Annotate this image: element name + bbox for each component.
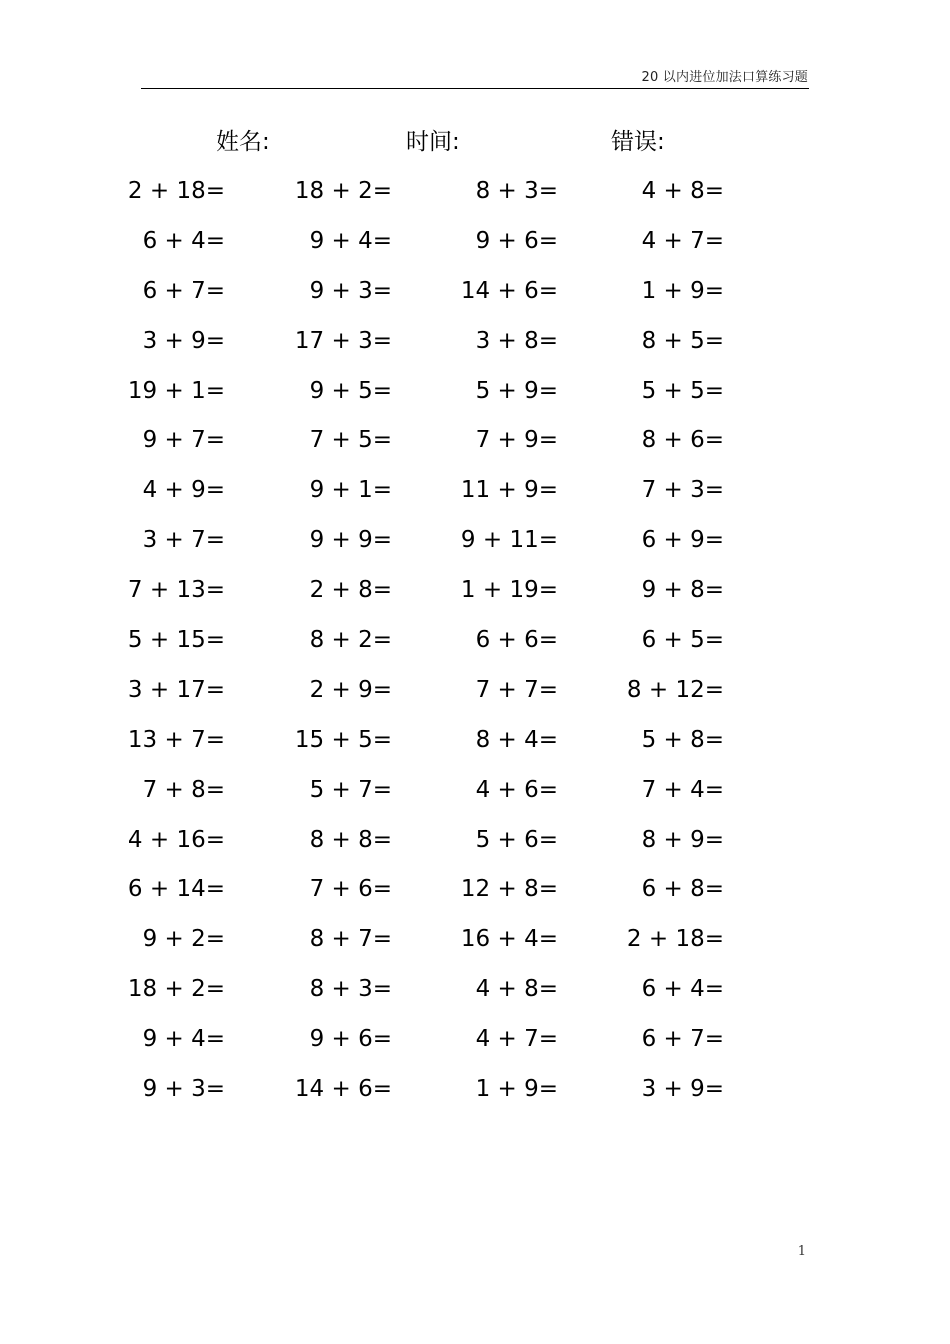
problem-row [0,522,950,572]
problem-item: 9 + 6= [475,227,558,254]
problem-item: 9 + 1= [309,477,392,504]
problem-item: 11 + 9= [460,477,558,504]
problem-item: 9 + 3= [309,277,392,304]
problem-row [0,273,950,323]
problem-item: 3 + 7= [142,527,225,554]
problem-item: 8 + 7= [309,926,392,953]
problem-item: 7 + 13= [127,577,225,604]
problem-item: 5 + 9= [475,377,558,404]
problem-item: 5 + 5= [641,377,724,404]
problem-item: 6 + 4= [142,227,225,254]
problem-item: 2 + 18= [127,178,225,204]
problem-item: 19 + 1= [127,377,225,404]
problem-item: 12 + 8= [460,876,558,903]
problem-item: 6 + 6= [475,627,558,654]
problem-item: 7 + 8= [142,776,225,803]
problem-item: 16 + 4= [460,926,558,953]
problem-item: 3 + 9= [641,1076,724,1103]
student-info-fields [0,126,950,160]
problem-item: 6 + 7= [142,277,225,304]
problem-row [0,822,950,872]
problem-row [0,173,950,223]
problem-item: 8 + 8= [309,826,392,853]
problem-item: 7 + 3= [641,477,724,504]
problem-item: 6 + 14= [127,876,225,903]
problem-item: 5 + 7= [309,776,392,803]
errors-label: 错误: [611,129,665,155]
problem-item: 9 + 11= [460,527,558,554]
header-divider [141,88,809,89]
problem-item: 8 + 3= [475,178,558,204]
page-number: 1 [797,1244,806,1259]
problem-row [0,422,950,472]
problem-item: 4 + 6= [475,776,558,803]
problem-item: 6 + 9= [641,527,724,554]
problem-item: 8 + 3= [309,976,392,1003]
time-label: 时间: [406,129,460,155]
problem-item: 9 + 8= [641,577,724,604]
problem-item: 8 + 5= [641,327,724,354]
problem-item: 13 + 7= [127,726,225,753]
problem-item: 7 + 4= [641,776,724,803]
problem-item: 3 + 8= [475,327,558,354]
problem-row [0,223,950,273]
problem-item: 14 + 6= [294,1076,392,1103]
problem-row [0,1021,950,1071]
header-title: 20 以内进位加法口算练习题 [641,70,808,85]
problem-row [0,622,950,672]
problem-row [0,772,950,822]
problem-item: 18 + 2= [294,178,392,204]
problem-item: 9 + 7= [142,427,225,454]
problem-row [0,323,950,373]
problem-item: 8 + 6= [641,427,724,454]
problem-item: 5 + 8= [641,726,724,753]
problem-item: 6 + 8= [641,876,724,903]
problem-item: 7 + 6= [309,876,392,903]
problem-row [0,921,950,971]
problem-item: 3 + 9= [142,327,225,354]
problem-item: 9 + 5= [309,377,392,404]
problem-item: 9 + 4= [142,1026,225,1053]
problem-item: 2 + 9= [309,676,392,703]
problem-item: 3 + 17= [127,676,225,703]
problem-row [0,871,950,921]
problem-item: 6 + 4= [641,976,724,1003]
problem-item: 5 + 15= [127,627,225,654]
problem-item: 8 + 2= [309,627,392,654]
problem-row [0,722,950,772]
problem-item: 4 + 7= [641,227,724,254]
problem-item: 9 + 3= [142,1076,225,1103]
problem-item: 8 + 12= [626,676,724,703]
problem-item: 6 + 7= [641,1026,724,1053]
problem-item: 4 + 8= [475,976,558,1003]
problem-grid [0,173,950,1121]
problem-item: 9 + 6= [309,1026,392,1053]
problem-item: 18 + 2= [127,976,225,1003]
problem-item: 17 + 3= [294,327,392,354]
problem-item: 9 + 9= [309,527,392,554]
problem-item: 1 + 19= [460,577,558,604]
problem-item: 8 + 9= [641,826,724,853]
problem-row [0,472,950,522]
problem-item: 14 + 6= [460,277,558,304]
problem-item: 4 + 16= [127,826,225,853]
problem-item: 7 + 5= [309,427,392,454]
problem-item: 4 + 9= [142,477,225,504]
problem-item: 9 + 4= [309,227,392,254]
name-label: 姓名: [216,129,270,155]
problem-item: 6 + 5= [641,627,724,654]
problem-item: 4 + 8= [641,178,724,204]
problem-row [0,572,950,622]
problem-item: 2 + 8= [309,577,392,604]
problem-item: 4 + 7= [475,1026,558,1053]
problem-row [0,971,950,1021]
problem-row [0,373,950,423]
problem-row [0,672,950,722]
problem-item: 8 + 4= [475,726,558,753]
problem-item: 15 + 5= [294,726,392,753]
problem-item: 7 + 9= [475,427,558,454]
problem-item: 2 + 18= [626,926,724,953]
problem-row [0,1071,950,1121]
problem-item: 7 + 7= [475,676,558,703]
problem-item: 9 + 2= [142,926,225,953]
problem-item: 1 + 9= [641,277,724,304]
problem-item: 5 + 6= [475,826,558,853]
problem-item: 1 + 9= [475,1076,558,1103]
